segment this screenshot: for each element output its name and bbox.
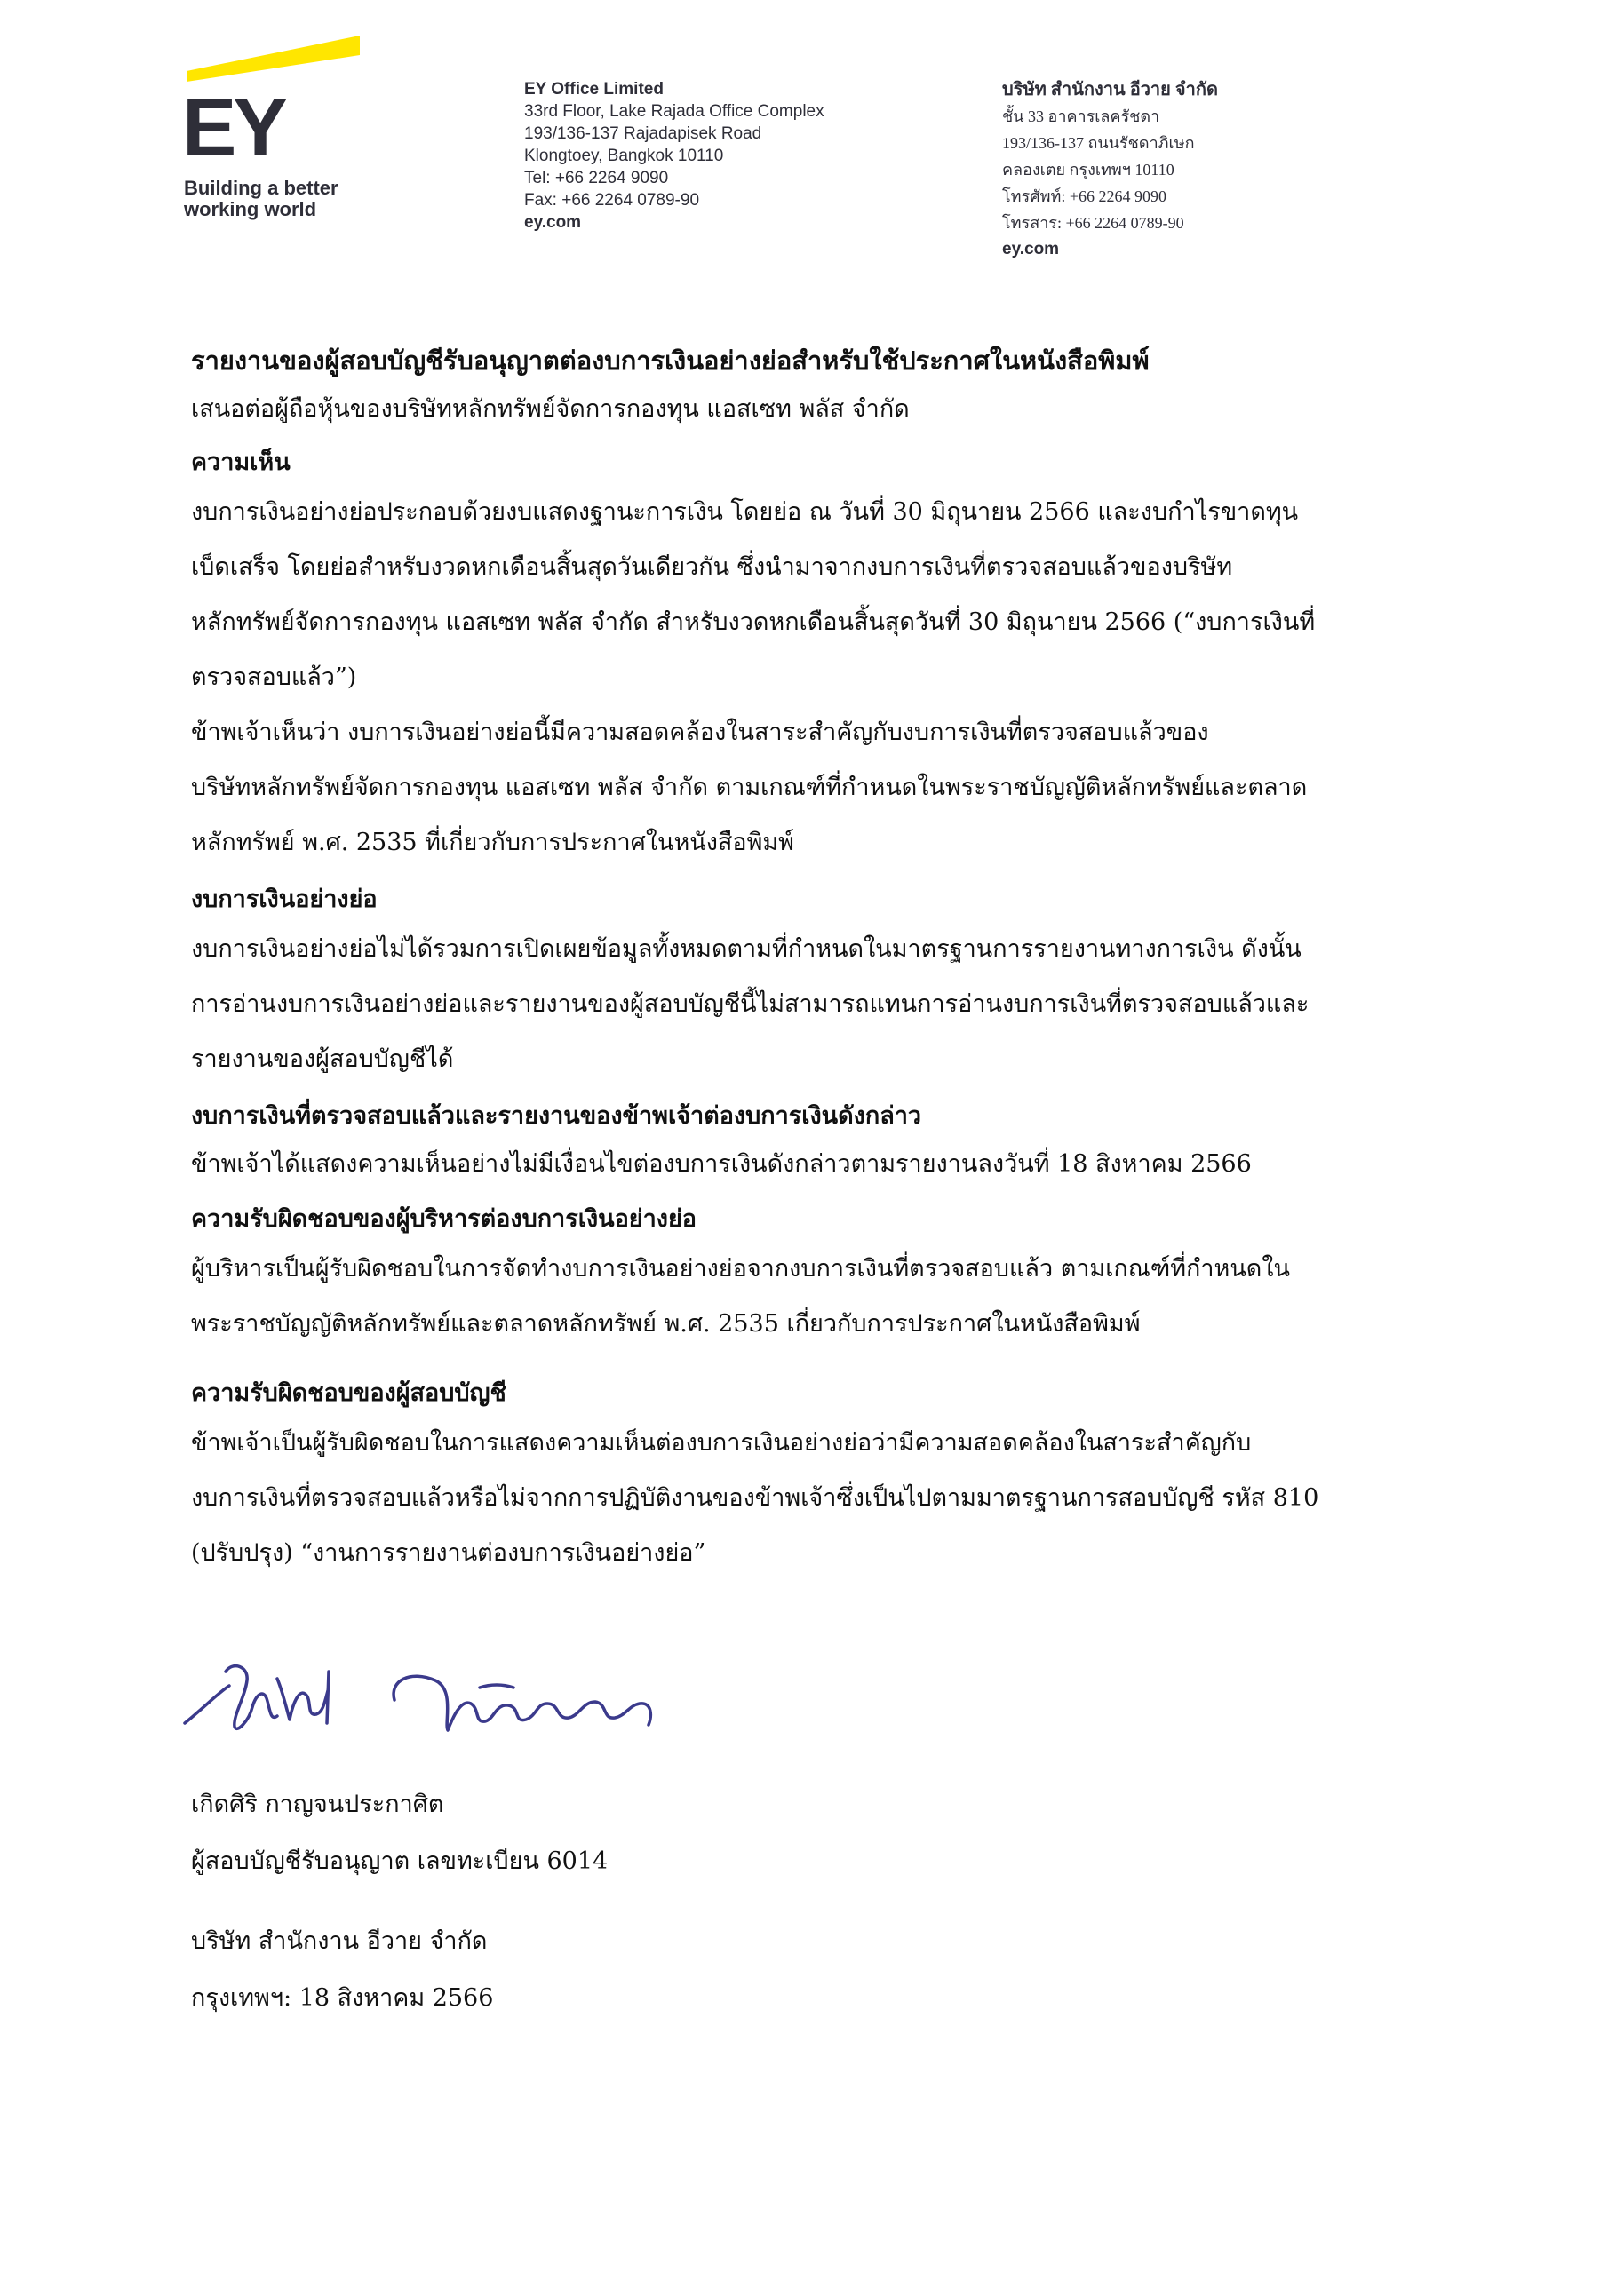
summary-paragraph [191, 922, 1435, 1087]
ey-tagline [184, 178, 379, 220]
ey-beam-icon [187, 36, 360, 84]
paragraph-line: บริษัทหลักทรัพย์จัดการกองทุน แอสเซท พลัส จำกัด ตามเกณฑ์ที่กำหนดในพระราชบัญญัติหลักทรัพย์และตลาด [191, 774, 1308, 801]
paragraph-line: รายงานของผู้สอบบัญชีได้ [191, 1045, 454, 1073]
fax-number-thai: โทรสาร: +66 2264 0789-90 [1002, 214, 1184, 232]
paragraph-line: หลักทรัพย์จัดการกองทุน แอสเซท พลัส จำกัด สำหรับงวดหกเดือนสิ้นสุดวันที่ 30 มิถุนายน 2566 (“งบการเงินที่ [191, 608, 1316, 636]
report-title: รายงานของผู้สอบบัญชีรับอนุญาตต่องบการเงินอย่างย่อสำหรับใช้ประกาศในหนังสือพิมพ์ [191, 346, 1150, 376]
paragraph-line: (ปรับปรุง) “งานการรายงานต่องบการเงินอย่างย่อ” [191, 1539, 706, 1567]
opinion-paragraph-1 [191, 485, 1435, 705]
website: ey.com [524, 213, 582, 232]
management-paragraph [191, 1242, 1435, 1352]
signer-name: เกิดศิริ กาญจนประกาศิต [191, 1791, 444, 1818]
address-thai [1002, 76, 1218, 263]
address-line-3-thai: คลองเตย กรุงเทพฯ 10110 [1002, 161, 1174, 179]
ey-logo [182, 36, 369, 231]
phone-number-thai: โทรศัพท์: +66 2264 9090 [1002, 187, 1167, 205]
signer-license: ผู้สอบบัญชีรับอนุญาต เลขทะเบียน 6014 [191, 1847, 609, 1875]
paragraph-line: ผู้บริหารเป็นผู้รับผิดชอบในการจัดทำงบการเงินอย่างย่อจากงบการเงินที่ตรวจสอบแล้ว ตามเกณฑ์ที่กำหนดใน [191, 1255, 1290, 1283]
company-name-thai: บริษัท สำนักงาน อีวาย จำกัด [1002, 80, 1218, 99]
paragraph-line: ข้าพเจ้าได้แสดงความเห็นอย่างไม่มีเงื่อนไขต่องบการเงินดังกล่าวตามรายงานลงวันที่ 18 สิงหาคม 2566 [191, 1150, 1252, 1178]
report-body [191, 336, 1435, 1581]
signer-place-date: กรุงเทพฯ: 18 สิงหาคม 2566 [191, 1984, 494, 2012]
address-line-3: Klongtoey, Bangkok 10110 [524, 147, 724, 165]
audited-paragraph [191, 1139, 1435, 1190]
paragraph-line: เบ็ดเสร็จ โดยย่อสำหรับงวดหกเดือนสิ้นสุดวันเดียวกัน ซึ่งนำมาจากงบการเงินที่ตรวจสอบแล้วของบริษัท [191, 553, 1233, 581]
section-heading-summary: งบการเงินอย่างย่อ [191, 886, 378, 913]
tagline-line-1: Building a better [184, 177, 338, 199]
paragraph-line: หลักทรัพย์ พ.ศ. 2535 ที่เกี่ยวกับการประกาศในหนังสือพิมพ์ [191, 829, 794, 856]
address-line-1: 33rd Floor, Lake Rajada Office Complex [524, 102, 824, 121]
paragraph-line: งบการเงินอย่างย่อประกอบด้วยงบแสดงฐานะการเงิน โดยย่อ ณ วันที่ 30 มิถุนายน 2566 และงบกำไรขาดทุน [191, 498, 1299, 526]
auditor-signature [178, 1645, 693, 1752]
opinion-paragraph-2 [191, 705, 1435, 870]
address-line-2-thai: 193/136-137 ถนนรัชดาภิเษก [1002, 134, 1195, 152]
paragraph-line: การอ่านงบการเงินอย่างย่อและรายงานของผู้สอบบัญชีนี้ไม่สามารถแทนการอ่านงบการเงินที่ตรวจสอบแล้วและ [191, 990, 1310, 1018]
address-line-2: 193/136-137 Rajadapisek Road [524, 124, 762, 143]
paragraph-line: พระราชบัญญัติหลักทรัพย์และตลาดหลักทรัพย์ พ.ศ. 2535 เกี่ยวกับการประกาศในหนังสือพิมพ์ [191, 1310, 1141, 1338]
paragraph-line: งบการเงินอย่างย่อไม่ได้รวมการเปิดเผยข้อมูลทั้งหมดตามที่กำหนดในมาตรฐานการรายงานทางการเงิน ดังนั้น [191, 935, 1302, 963]
paragraph-line: ตรวจสอบแล้ว”) [191, 663, 357, 691]
section-heading-auditor: ความรับผิดชอบของผู้สอบบัญชี [191, 1379, 506, 1407]
website-thai: ey.com [1002, 240, 1060, 258]
section-heading-management: ความรับผิดชอบของผู้บริหารต่องบการเงินอย่างย่อ [191, 1205, 697, 1233]
paragraph-line: ข้าพเจ้าเป็นผู้รับผิดชอบในการแสดงความเห็นต่องบการเงินอย่างย่อว่ามีความสอดคล้องในสาระสำคัญกับ [191, 1429, 1252, 1457]
signer-firm: บริษัท สำนักงาน อีวาย จำกัด [191, 1927, 488, 1955]
signer-block [191, 1776, 608, 2027]
ey-logo-mark: EY [182, 83, 284, 173]
report-addressee: เสนอต่อผู้ถือหุ้นของบริษัทหลักทรัพย์จัดการกองทุน แอสเซท พลัส จำกัด [191, 395, 910, 423]
address-line-1-thai: ชั้น 33 อาคารเลครัชดา [1002, 107, 1160, 125]
address-english [524, 78, 824, 234]
fax-number: Fax: +66 2264 0789-90 [524, 191, 700, 210]
phone-number: Tel: +66 2264 9090 [524, 169, 669, 187]
paragraph-line: ข้าพเจ้าเห็นว่า งบการเงินอย่างย่อนี้มีความสอดคล้องในสาระสำคัญกับงบการเงินที่ตรวจสอบแล้วของ [191, 719, 1209, 746]
tagline-line-2: working world [184, 198, 317, 220]
paragraph-line: งบการเงินที่ตรวจสอบแล้วหรือไม่จากการปฏิบัติงานของข้าพเจ้าซึ่งเป็นไปตามมาตรฐานการสอบบัญชี รหัส 810 [191, 1484, 1319, 1512]
section-heading-audited: งบการเงินที่ตรวจสอบแล้วและรายงานของข้าพเจ้าต่องบการเงินดังกล่าว [191, 1102, 922, 1130]
auditor-paragraph [191, 1416, 1435, 1581]
section-heading-opinion: ความเห็น [191, 449, 291, 476]
company-name-english: EY Office Limited [524, 80, 664, 99]
